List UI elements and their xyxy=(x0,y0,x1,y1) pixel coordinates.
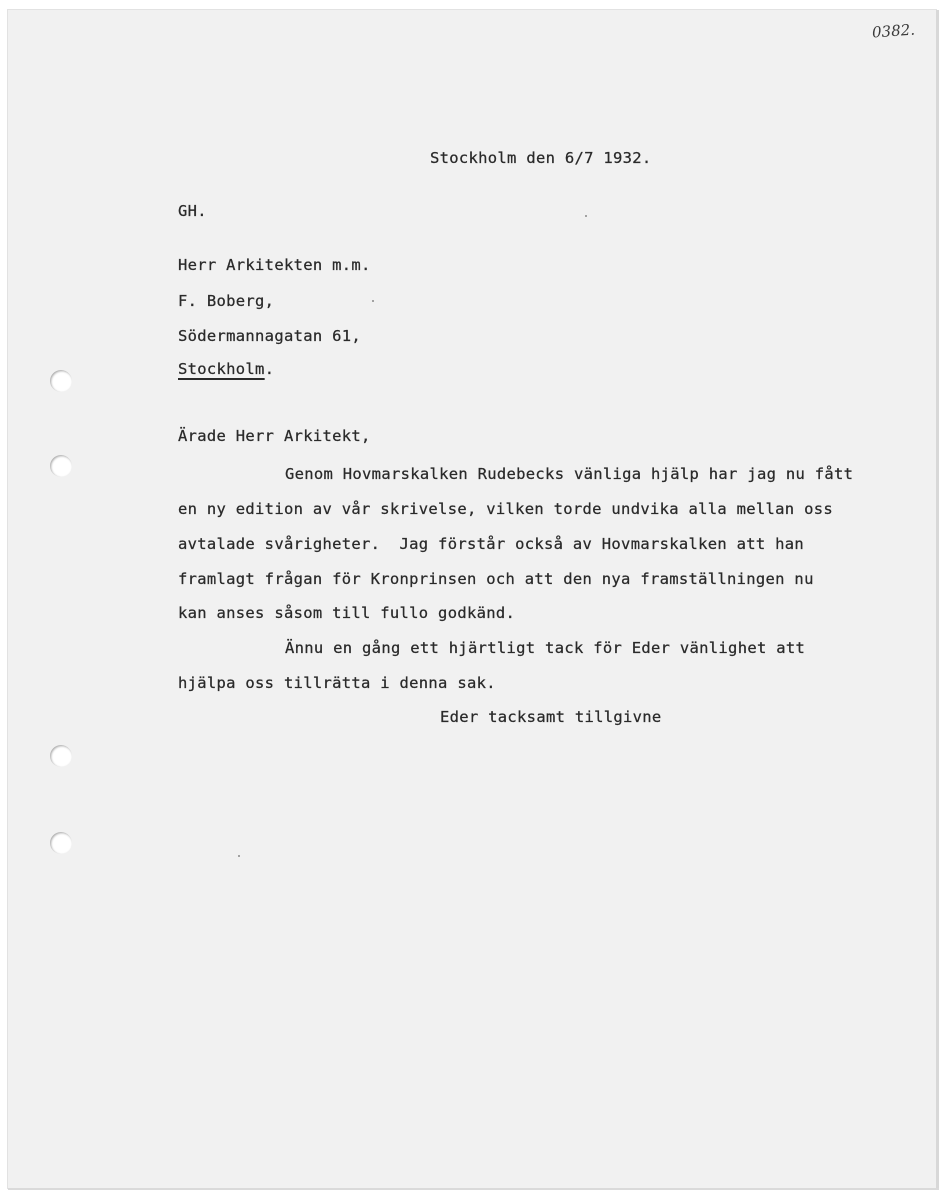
punch-hole xyxy=(50,832,72,854)
paragraph-1-line-2: en ny edition av vår skrivelse, vilken torde undvika alla mellan oss xyxy=(178,500,833,518)
paper-edge-right xyxy=(936,10,939,1188)
punch-hole xyxy=(50,455,72,477)
recipient-line-1: Herr Arkitekten m.m. xyxy=(178,256,371,274)
closing: Eder tacksamt tillgivne xyxy=(440,708,662,726)
recipient-line-3 xyxy=(178,329,361,345)
recipient-city: Stockholm xyxy=(178,360,265,378)
archive-number: 0382. xyxy=(871,20,916,42)
paper-edge-bottom xyxy=(8,1188,939,1190)
recipient-street-comma: , xyxy=(351,327,362,345)
place-date: Stockholm den 6/7 1932. xyxy=(430,149,652,167)
paragraph-1-line-5: kan anses såsom till fullo godkänd. xyxy=(178,604,516,622)
paper-speck xyxy=(372,300,374,302)
recipient-city-period: . xyxy=(264,360,275,378)
paragraph-1-line-3: avtalade svårigheter. Jag förstår också av Hovmarskalken att han xyxy=(178,535,805,553)
paragraph-1-line-4: framlagt frågan för Kronprinsen och att den nya framställningen nu xyxy=(178,570,814,588)
paper-speck xyxy=(238,855,240,857)
paper-speck xyxy=(585,215,587,217)
recipient-city-line xyxy=(178,362,274,378)
salutation: Ärade Herr Arkitekt, xyxy=(178,427,371,445)
paragraph-2-line-2: hjälpa oss tillrätta i denna sak. xyxy=(178,674,496,692)
punch-hole xyxy=(50,370,72,392)
paragraph-1-line-1: Genom Hovmarskalken Rudebecks vänliga hjälp har jag nu fått xyxy=(285,465,854,483)
recipient-street: Södermannagatan 61 xyxy=(178,327,352,345)
reference-initials: GH. xyxy=(178,202,207,220)
paragraph-2-line-1: Ännu en gång ett hjärtligt tack för Eder vänlighet att xyxy=(285,639,806,657)
recipient-line-2: F. Boberg, xyxy=(178,292,275,310)
punch-hole xyxy=(50,745,72,767)
paper-sheet xyxy=(8,10,936,1188)
